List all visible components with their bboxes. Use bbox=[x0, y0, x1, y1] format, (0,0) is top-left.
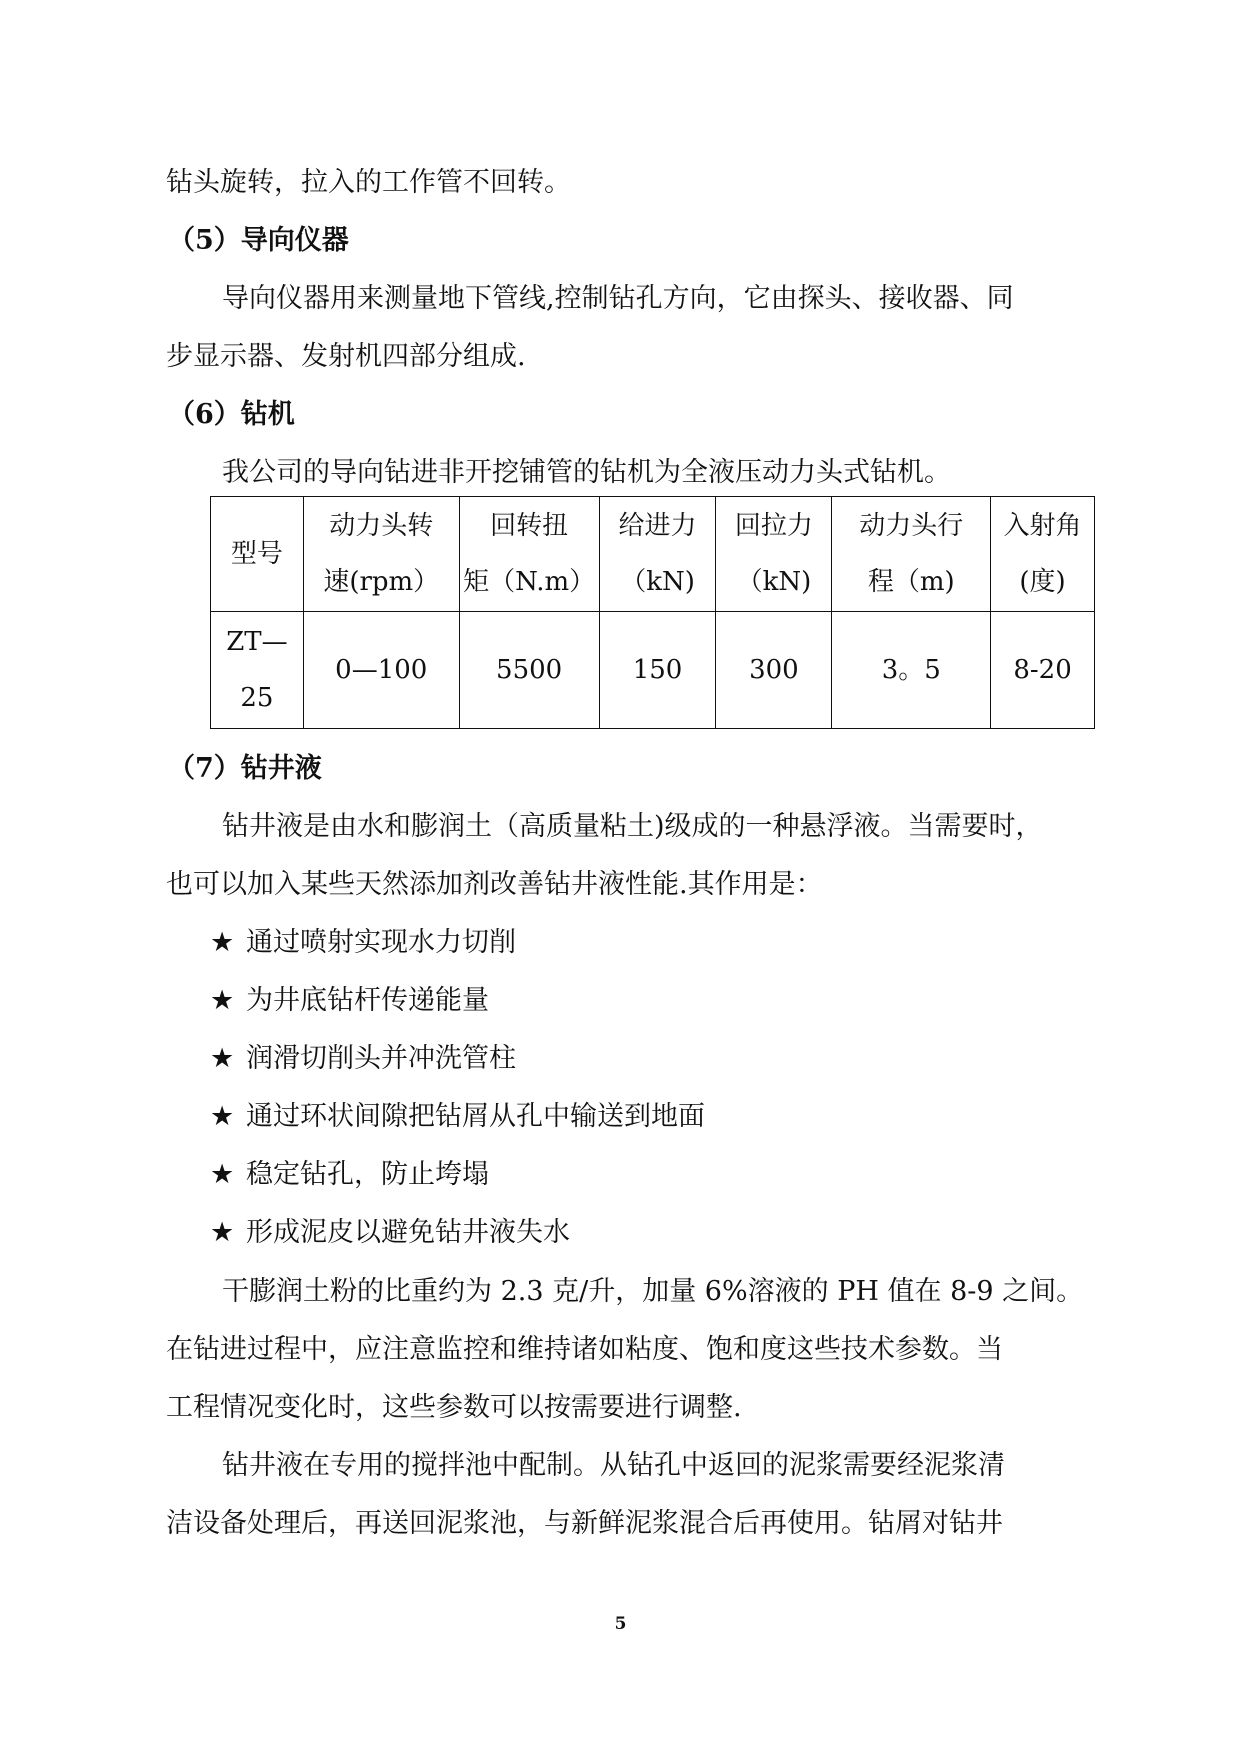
paragraph-line: 在钻进过程中，应注意监控和维持诸如粘度、饱和度这些技术参数。当 bbox=[166, 1334, 1003, 1365]
table-header-row bbox=[211, 497, 1095, 612]
list-item: ★ 稳定钻孔，防止垮塌 bbox=[210, 1157, 489, 1193]
list-item: ★ 润滑切削头并冲洗管柱 bbox=[210, 1041, 516, 1077]
cell-thrust: 150 bbox=[599, 612, 716, 729]
star-icon: ★ bbox=[210, 1217, 235, 1248]
paragraph-line: 洁设备处理后，再送回泥浆池，与新鲜泥浆混合后再使用。钻屑对钻井 bbox=[166, 1508, 1003, 1539]
header-speed: 动力头转 速(rpm） bbox=[303, 497, 459, 612]
section-5-line-1: 导向仪器用来测量地下管线,控制钻孔方向，它由探头、接收器、同 bbox=[222, 283, 1014, 314]
star-icon: ★ bbox=[210, 1101, 235, 1132]
star-icon: ★ bbox=[210, 1159, 235, 1190]
page-number: 5 bbox=[614, 1614, 627, 1634]
header-thrust: 给进力 （kN) bbox=[599, 497, 716, 612]
section-6-intro: 我公司的导向钻进非开挖铺管的钻机为全液压动力头式钻机。 bbox=[222, 457, 951, 488]
table-row bbox=[211, 612, 1095, 729]
list-item: ★ 形成泥皮以避免钻井液失水 bbox=[210, 1215, 570, 1251]
header-pullback: 回拉力 （kN) bbox=[716, 497, 832, 612]
header-stroke: 动力头行 程（m) bbox=[832, 497, 991, 612]
paragraph-continuation: 钻头旋转，拉入的工作管不回转。 bbox=[166, 167, 571, 198]
cell-speed: 0—100 bbox=[303, 612, 459, 729]
section-7-line-2: 也可以加入某些天然添加剂改善钻井液性能.其作用是： bbox=[166, 869, 823, 900]
star-icon: ★ bbox=[210, 1043, 235, 1074]
section-7-line-1: 钻井液是由水和膨润土（高质量粘土)级成的一种悬浮液。当需要时， bbox=[222, 811, 1043, 842]
cell-pullback: 300 bbox=[716, 612, 832, 729]
section-5-line-2: 步显示器、发射机四部分组成. bbox=[166, 341, 526, 372]
list-item: ★ 通过喷射实现水力切削 bbox=[210, 925, 516, 961]
cell-entry-angle: 8-20 bbox=[991, 612, 1095, 729]
header-entry-angle: 入射角 (度) bbox=[991, 497, 1095, 612]
cell-model: ZT— 25 bbox=[211, 612, 304, 729]
cell-stroke: 3。5 bbox=[832, 612, 991, 729]
list-item: ★ 为井底钻杆传递能量 bbox=[210, 983, 489, 1019]
star-icon: ★ bbox=[210, 985, 235, 1016]
star-icon: ★ bbox=[210, 927, 235, 958]
header-torque: 回转扭 矩（N.m） bbox=[459, 497, 599, 612]
header-model: 型号 bbox=[211, 497, 304, 612]
paragraph-line: 钻井液在专用的搅拌池中配制。从钻孔中返回的泥浆需要经泥浆清 bbox=[222, 1450, 1005, 1481]
section-5-heading: （5）导向仪器 bbox=[168, 225, 349, 256]
paragraph-line: 干膨润土粉的比重约为 2.3 克/升，加量 6%溶液的 PH 值在 8-9 之间。 bbox=[222, 1276, 1084, 1307]
section-6-heading: （6）钻机 bbox=[168, 399, 295, 430]
section-7-heading: （7）钻井液 bbox=[168, 753, 322, 784]
list-item: ★ 通过环状间隙把钻屑从孔中输送到地面 bbox=[210, 1099, 705, 1135]
drill-spec-table bbox=[210, 496, 1095, 729]
cell-torque: 5500 bbox=[459, 612, 599, 729]
paragraph-line: 工程情况变化时，这些参数可以按需要进行调整. bbox=[166, 1392, 742, 1423]
